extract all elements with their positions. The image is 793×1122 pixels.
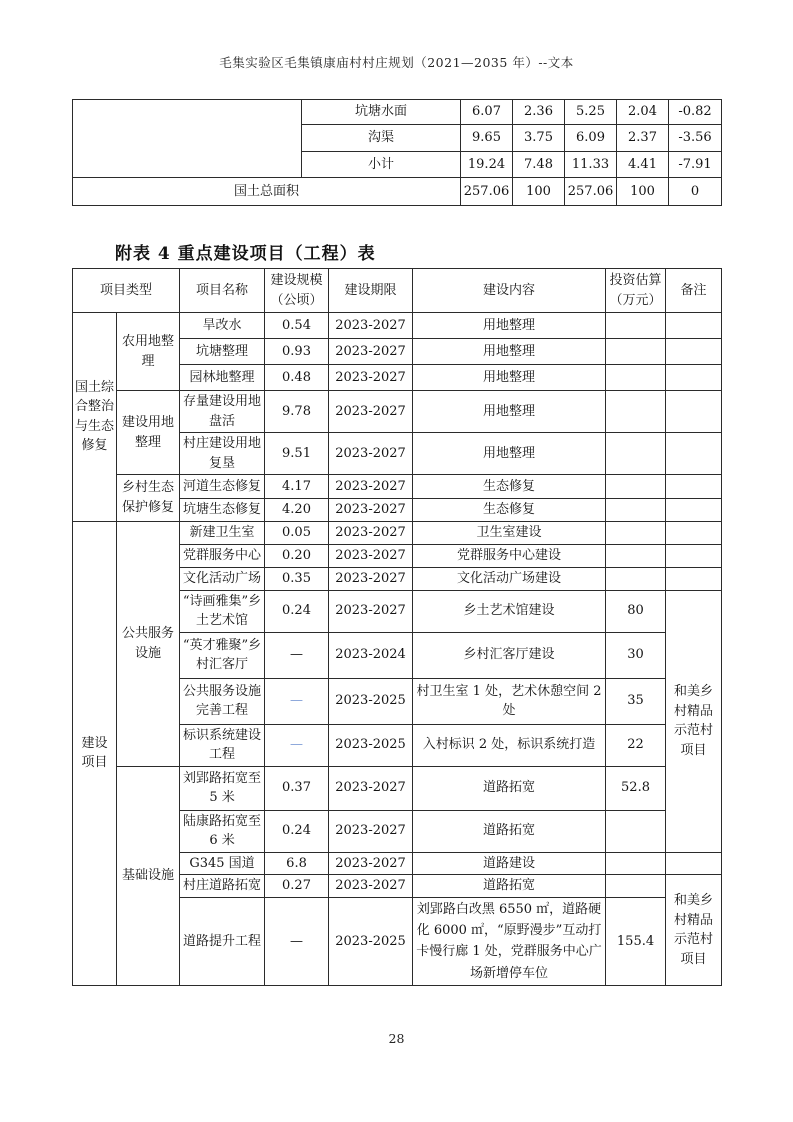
cell-content: 道路拓宽 xyxy=(413,766,606,810)
cell-period: 2023-2027 xyxy=(329,433,413,475)
cell-value: 257.06 xyxy=(461,178,513,206)
cell-value: -0.82 xyxy=(669,100,722,125)
cell-scale: 4.17 xyxy=(265,475,329,499)
cell-name: 文化活动广场 xyxy=(180,567,265,590)
cell-investment xyxy=(606,810,666,852)
cell-period: 2023-2027 xyxy=(329,852,413,875)
cell-period: 2023-2027 xyxy=(329,499,413,522)
cell-scale: — xyxy=(265,678,329,724)
col-header-period: 建设期限 xyxy=(329,269,413,313)
key-construction-projects-table xyxy=(72,268,722,986)
cell-value: 4.41 xyxy=(617,152,669,178)
cell-investment: 30 xyxy=(606,632,666,678)
table-row xyxy=(73,313,722,339)
cell-name: 坑塘生态修复 xyxy=(180,499,265,522)
cell-remark xyxy=(666,567,722,590)
cell-value: -3.56 xyxy=(669,125,722,152)
cell-scale: 6.8 xyxy=(265,852,329,875)
table-row xyxy=(73,391,722,433)
cell-content: 卫生室建设 xyxy=(413,521,606,544)
cell-scale: 9.78 xyxy=(265,391,329,433)
cell-empty-category xyxy=(73,100,302,178)
cell-total-label: 国土总面积 xyxy=(73,178,461,206)
cell-content: 刘郢路白改黑 6550 ㎡，道路硬化 6000 ㎡，“原野漫步”互动打卡慢行廊 1 处，党群服务中心广场新增停车位 xyxy=(413,897,606,986)
cell-investment xyxy=(606,365,666,391)
cell-value: 0 xyxy=(669,178,722,206)
cell-content: 用地整理 xyxy=(413,391,606,433)
table-row xyxy=(73,766,722,810)
cell-scale: 0.54 xyxy=(265,313,329,339)
cell-group: 农用地整理 xyxy=(117,313,180,391)
cell-content: 道路建设 xyxy=(413,852,606,875)
cell-name: G345 国道 xyxy=(180,852,265,875)
cell-value: 100 xyxy=(617,178,669,206)
cell-remark xyxy=(666,544,722,567)
cell-scale: 0.93 xyxy=(265,339,329,365)
cell-name: 新建卫生室 xyxy=(180,521,265,544)
cell-scale: — xyxy=(265,724,329,766)
col-header-type: 项目类型 xyxy=(73,269,180,313)
page-number: 28 xyxy=(388,1031,405,1046)
cell-value: 6.07 xyxy=(461,100,513,125)
col-header-remark: 备注 xyxy=(666,269,722,313)
cell-period: 2023-2027 xyxy=(329,475,413,499)
cell-period: 2023-2027 xyxy=(329,391,413,433)
cell-scale: 9.51 xyxy=(265,433,329,475)
cell-name: 刘郢路拓宽至 5 米 xyxy=(180,766,265,810)
cell-value: 5.25 xyxy=(565,100,617,125)
cell-remark xyxy=(666,521,722,544)
cell-content: 生态修复 xyxy=(413,499,606,522)
cell-investment xyxy=(606,544,666,567)
cell-scale: — xyxy=(265,632,329,678)
cell-label: 沟渠 xyxy=(302,125,461,152)
cell-period: 2023-2025 xyxy=(329,678,413,724)
cell-period: 2023-2027 xyxy=(329,313,413,339)
cell-scale: 0.27 xyxy=(265,875,329,898)
cell-investment xyxy=(606,567,666,590)
land-use-continuation-table xyxy=(72,99,722,206)
cell-period: 2023-2027 xyxy=(329,875,413,898)
cell-name: “诗画雅集”乡土艺术馆 xyxy=(180,590,265,632)
col-header-content: 建设内容 xyxy=(413,269,606,313)
cell-name: 园林地整理 xyxy=(180,365,265,391)
cell-remark-merged: 和美乡村精品示范村项目 xyxy=(666,590,722,852)
cell-scale: 0.24 xyxy=(265,810,329,852)
cell-content: 乡村汇客厅建设 xyxy=(413,632,606,678)
page-header-title: 毛集实验区毛集镇康庙村村庄规划（2021—2035 年）--文本 xyxy=(219,55,574,70)
cell-investment: 80 xyxy=(606,590,666,632)
cell-content: 用地整理 xyxy=(413,339,606,365)
cell-content: 乡土艺术馆建设 xyxy=(413,590,606,632)
cell-scale: 0.05 xyxy=(265,521,329,544)
cell-investment: 155.4 xyxy=(606,897,666,986)
cell-remark xyxy=(666,313,722,339)
cell-period: 2023-2025 xyxy=(329,724,413,766)
cell-value: 19.24 xyxy=(461,152,513,178)
cell-content: 生态修复 xyxy=(413,475,606,499)
cell-group: 乡村生态保护修复 xyxy=(117,475,180,522)
cell-value: 3.75 xyxy=(513,125,565,152)
appendix-table-title: 附表 4 重点建设项目（工程）表 xyxy=(115,244,376,264)
cell-group: 基础设施 xyxy=(117,766,180,986)
cell-content: 用地整理 xyxy=(413,365,606,391)
table-row-total xyxy=(73,178,722,206)
cell-investment xyxy=(606,875,666,898)
cell-scale: — xyxy=(265,897,329,986)
cell-content: 文化活动广场建设 xyxy=(413,567,606,590)
cell-investment xyxy=(606,475,666,499)
cell-content: 党群服务中心建设 xyxy=(413,544,606,567)
cell-period: 2023-2027 xyxy=(329,567,413,590)
cell-value: 9.65 xyxy=(461,125,513,152)
cell-period: 2023-2027 xyxy=(329,339,413,365)
cell-scale: 0.35 xyxy=(265,567,329,590)
cell-name: 道路提升工程 xyxy=(180,897,265,986)
cell-value: 257.06 xyxy=(565,178,617,206)
cell-name: 村庄道路拓宽 xyxy=(180,875,265,898)
cell-investment xyxy=(606,391,666,433)
cell-period: 2023-2025 xyxy=(329,897,413,986)
cell-period: 2023-2027 xyxy=(329,521,413,544)
cell-group: 公共服务设施 xyxy=(117,521,180,766)
table-row xyxy=(73,100,722,125)
cell-investment: 52.8 xyxy=(606,766,666,810)
cell-name: 党群服务中心 xyxy=(180,544,265,567)
cell-value: 2.36 xyxy=(513,100,565,125)
cell-content: 用地整理 xyxy=(413,313,606,339)
cell-name: 陆康路拓宽至 6 米 xyxy=(180,810,265,852)
cell-investment xyxy=(606,339,666,365)
cell-name: “英才雅聚”乡村汇客厅 xyxy=(180,632,265,678)
cell-category: 国土综合整治与生态修复 xyxy=(73,313,117,522)
cell-investment xyxy=(606,499,666,522)
cell-content: 入村标识 2 处，标识系统打造 xyxy=(413,724,606,766)
cell-name: 河道生态修复 xyxy=(180,475,265,499)
cell-value: 2.37 xyxy=(617,125,669,152)
cell-name: 公共服务设施完善工程 xyxy=(180,678,265,724)
cell-period: 2023-2024 xyxy=(329,632,413,678)
cell-label: 坑塘水面 xyxy=(302,100,461,125)
col-header-scale: 建设规模（公顷） xyxy=(265,269,329,313)
cell-content: 道路拓宽 xyxy=(413,875,606,898)
cell-label: 小计 xyxy=(302,152,461,178)
cell-remark xyxy=(666,433,722,475)
cell-scale: 4.20 xyxy=(265,499,329,522)
cell-investment xyxy=(606,852,666,875)
cell-scale: 0.20 xyxy=(265,544,329,567)
cell-scale: 0.37 xyxy=(265,766,329,810)
cell-investment: 35 xyxy=(606,678,666,724)
cell-name: 坑塘整理 xyxy=(180,339,265,365)
cell-period: 2023-2027 xyxy=(329,544,413,567)
table-header-row xyxy=(73,269,722,313)
cell-name: 村庄建设用地复垦 xyxy=(180,433,265,475)
cell-investment xyxy=(606,521,666,544)
cell-name: 标识系统建设工程 xyxy=(180,724,265,766)
cell-content: 村卫生室 1 处，艺术休憩空间 2 处 xyxy=(413,678,606,724)
cell-value: -7.91 xyxy=(669,152,722,178)
cell-content: 道路拓宽 xyxy=(413,810,606,852)
cell-name: 存量建设用地盘活 xyxy=(180,391,265,433)
cell-group: 建设用地整理 xyxy=(117,391,180,475)
cell-content: 用地整理 xyxy=(413,433,606,475)
cell-remark-merged: 和美乡村精品示范村项目 xyxy=(666,875,722,986)
cell-remark xyxy=(666,475,722,499)
cell-remark xyxy=(666,852,722,875)
cell-remark xyxy=(666,391,722,433)
cell-value: 6.09 xyxy=(565,125,617,152)
cell-remark xyxy=(666,365,722,391)
col-header-name: 项目名称 xyxy=(180,269,265,313)
cell-investment xyxy=(606,313,666,339)
col-header-investment: 投资估算（万元） xyxy=(606,269,666,313)
cell-period: 2023-2027 xyxy=(329,766,413,810)
table-row xyxy=(73,521,722,544)
cell-value: 2.04 xyxy=(617,100,669,125)
cell-scale: 0.48 xyxy=(265,365,329,391)
cell-value: 100 xyxy=(513,178,565,206)
cell-value: 11.33 xyxy=(565,152,617,178)
cell-period: 2023-2027 xyxy=(329,365,413,391)
table-row xyxy=(73,475,722,499)
cell-value: 7.48 xyxy=(513,152,565,178)
cell-investment: 22 xyxy=(606,724,666,766)
cell-period: 2023-2027 xyxy=(329,590,413,632)
cell-scale: 0.24 xyxy=(265,590,329,632)
cell-remark xyxy=(666,339,722,365)
cell-name: 旱改水 xyxy=(180,313,265,339)
cell-period: 2023-2027 xyxy=(329,810,413,852)
cell-remark xyxy=(666,499,722,522)
cell-investment xyxy=(606,433,666,475)
cell-category: 建设项目 xyxy=(73,521,117,986)
